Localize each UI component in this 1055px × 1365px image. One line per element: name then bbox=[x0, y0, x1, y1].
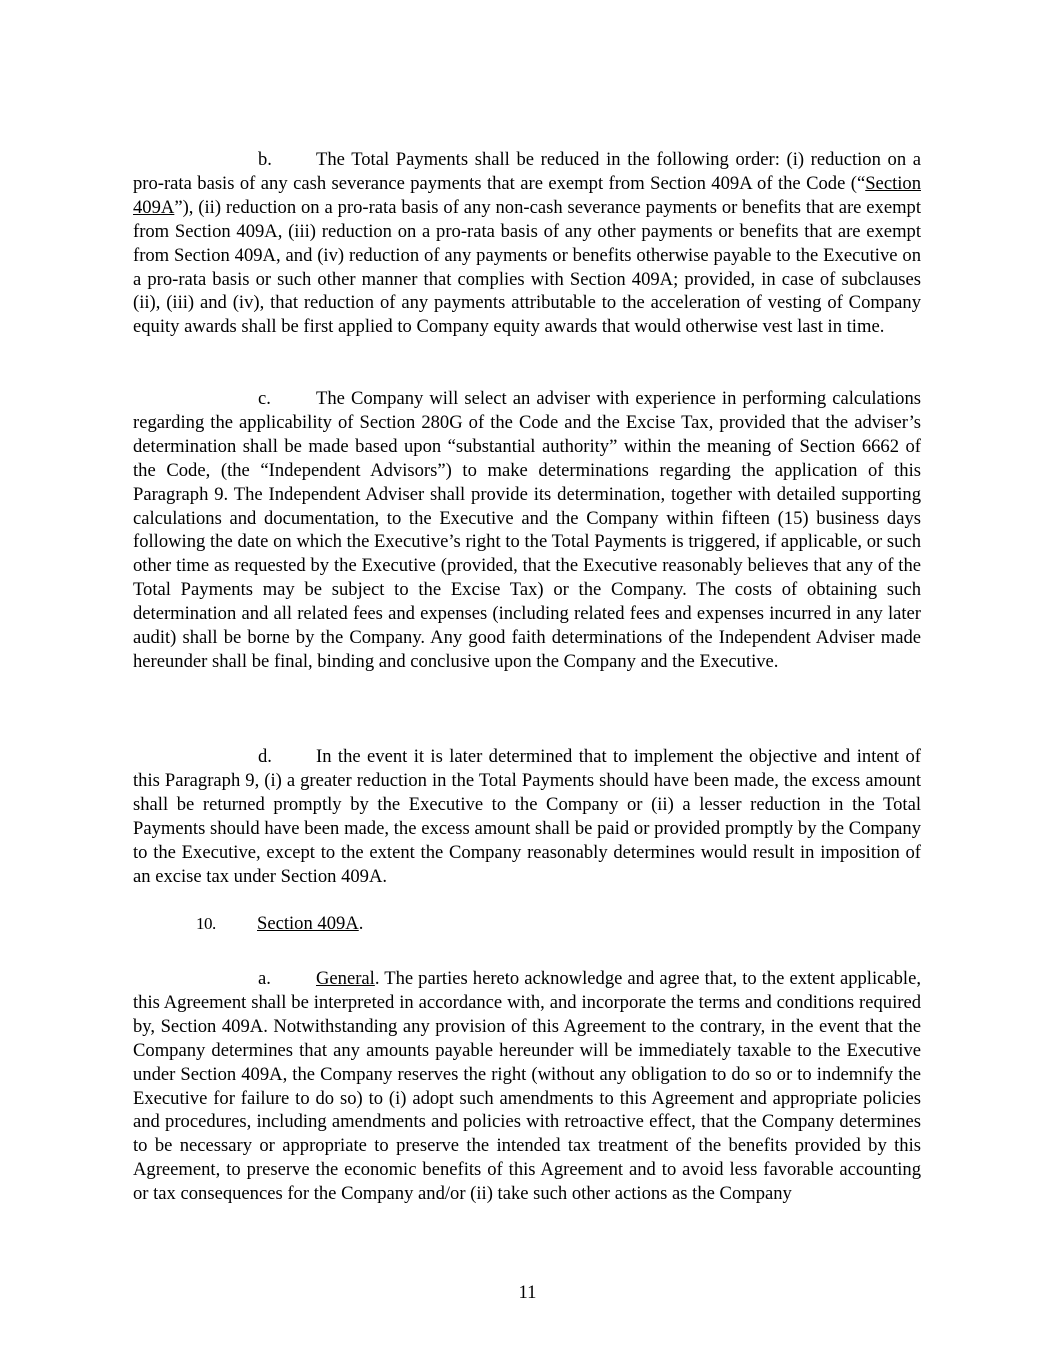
section-number: 10. bbox=[196, 914, 216, 933]
section-10-heading bbox=[196, 912, 363, 936]
paragraph-text: . The parties hereto acknowledge and agree that, to the extent applicable, this Agreement shall be interpreted in accordance with, and incorporate the terms and conditions required by, Section 409A. Notwithstanding any provision of this Agreement to the contrary, in the event that the Company determines that any amounts payable hereunder will be immediately taxable to the Executive under Section 409A, the Company reserves the right (without any obligation to do so or to indemnify the Executive for failure to do so) to (i) adopt such amendments to this Agreement and appropriate policies and procedures, including amendments and policies with retroactive effect, that the Company determines to be necessary or appropriate to preserve the intended tax treatment of the benefits provided by this Agreement, to preserve the economic benefits of this Agreement and to avoid less favorable accounting or tax consequences for the Company and/or (ii) take such other actions as the Company bbox=[133, 968, 921, 1205]
section-title-suffix: . bbox=[358, 913, 364, 934]
paragraph-marker: d. bbox=[258, 746, 272, 767]
page-number: 11 bbox=[518, 1282, 537, 1303]
paragraph-b bbox=[133, 148, 921, 339]
defined-term: Section 409A bbox=[133, 172, 921, 218]
paragraph-marker: c. bbox=[258, 388, 271, 409]
paragraph-heading: General bbox=[316, 968, 375, 989]
paragraph-c bbox=[133, 387, 921, 674]
paragraph-text: The Company will select an adviser with experience in performing calculations regarding the applicability of Section 280G of the Code and the Excise Tax, provided that the adviser’s determination shall be made based upon “substantial authority” within the meaning of Section 6662 of the Code, (the “Independent Advisors”) to make determinations regarding the application of this Paragraph 9. The Independent Adviser shall provide its determination, together with detailed supporting calculations and documentation, to the Executive and the Company within fifteen (15) business days following the date on which the Executive’s right to the Total Payments is triggered, if applicable, or such other time as requested by the Executive (provided, that the Executive reasonably believes that any of the Total Payments may be subject to the Excise Tax) or the Company. The costs of obtaining such determination and all related fees and expenses (including related fees and expenses incurred in any later audit) shall be borne by the Company. Any good faith determinations of the Independent Adviser made hereunder shall be final, binding and conclusive upon the Company and the Executive. bbox=[133, 388, 921, 672]
paragraph-text: ”), (ii) reduction on a pro-rata basis of any non-cash severance payments or benefits that are exempt from Section 409A, (iii) reduction on a pro-rata basis of any other payments or benefits that are exempt from Section 409A, and (iv) reduction of any payments or benefits otherwise payable to the Executive on a pro-rata basis or such other manner that complies with Section 409A; provided, in case of subclauses (ii), (iii) and (iv), that reduction of any payments attributable to the acceleration of vesting of Company equity awards shall be first applied to Company equity awards that would otherwise vest last in time. bbox=[133, 196, 921, 338]
paragraph-text: The Total Payments shall be reduced in the following order: (i) reduction on a pro-rata basis of any cash severance payments that are exempt from Section 409A of the Code (“ bbox=[133, 149, 921, 194]
paragraph-text: In the event it is later determined that to implement the objective and intent of this Paragraph 9, (i) a greater reduction in the Total Payments should have been made, the excess amount shall be returned promptly by the Executive to the Company or (ii) a lesser reduction in the Total Payments should have been made, the excess amount shall be paid or provided promptly by the Company to the Executive, except to the extent the Company reasonably determines would result in imposition of an excise tax under Section 409A. bbox=[133, 746, 921, 887]
paragraph-marker: b. bbox=[258, 149, 272, 170]
paragraph-10a bbox=[133, 967, 921, 1206]
paragraph-d bbox=[133, 745, 921, 888]
paragraph-marker: a. bbox=[258, 968, 271, 989]
section-title: Section 409A bbox=[257, 913, 359, 934]
